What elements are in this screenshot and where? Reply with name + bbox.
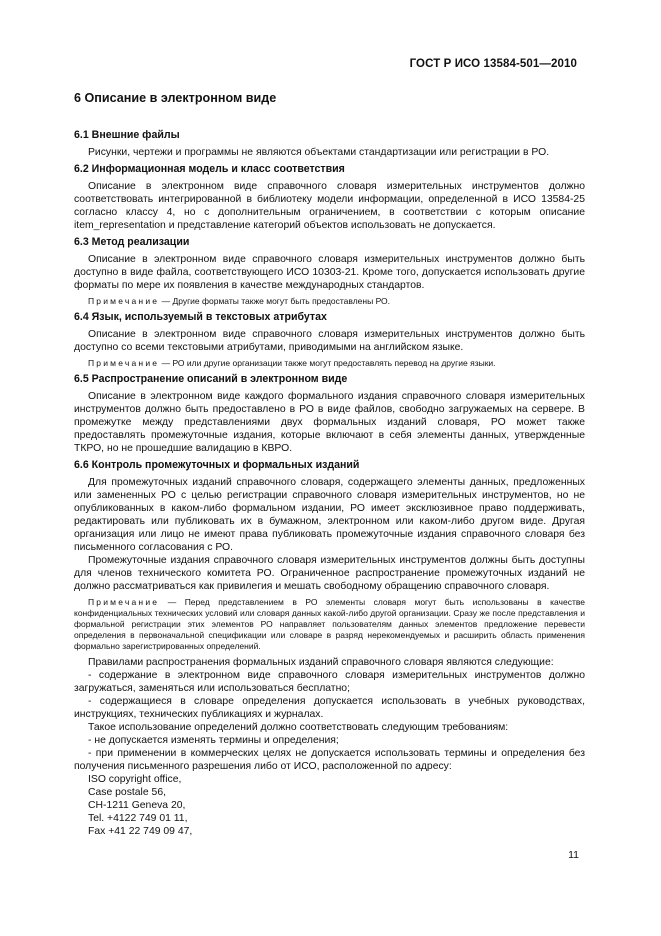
- paragraph: Описание в электронном виде справочного словаря измерительных инструментов должно быть доступно в виде файла, соответствующего ИСО 10303-21. Кроме того, допускается использовать другие форматы по мере их появления в качестве международных стандартов.: [74, 254, 585, 291]
- note: [74, 296, 585, 307]
- page-number: 11: [568, 849, 579, 861]
- note-label: Примечание: [88, 597, 160, 607]
- paragraph: Промежуточные издания справочного словаря измерительных инструментов должны быть доступны для членов технического комитета РО. Ограниченное распространение промежуточных изданий не должно рассматриваться как привилегия и мешать свободному обращению справочного словаря.: [74, 555, 585, 592]
- note-text: — РО или другие организации также могут предоставлять перевод на другие языки.: [161, 358, 496, 368]
- paragraph: Рисунки, чертежи и программы не являются объектами стандартизации или регистрации в РО.: [88, 147, 550, 158]
- paragraph: Описание в электронном виде справочного словаря измерительных инструментов должно быть доступно со всеми текстовыми атрибутами, приводимыми на английском языке.: [74, 329, 585, 353]
- subsection-title-6-1: 6.1 Внешние файлы: [74, 129, 180, 141]
- address-line: Case postale 56,: [88, 787, 166, 798]
- note: [74, 597, 585, 652]
- note-text: — Перед представлением в РО элементы словаря могут быть использованы в качестве конфиденциальных технических условий или словаря данных какой-либо другой организации. Сразу же после представления и формальной регистрации этих элементов РО направляет пользователям данных элементов предложение перевести определения в первоначальной спецификации или словаре в разряд нерекомендуемых и расширить область применения формально зарегистрированных определений.: [74, 597, 585, 651]
- paragraph: Описание в электронном виде справочного словаря измерительных инструментов должно соответствовать интегрированной в библиотеку модели информации, определенной в ИСО 13584-25 согласно классу 4, но с дополнительным ограничением, в соответствии с которым описание item_representation и представление категорий объектов использовать не допускается.: [74, 181, 585, 231]
- note-text: — Другие форматы также могут быть предоставлены РО.: [161, 296, 391, 306]
- subsection-title-6-2: 6.2 Информационная модель и класс соответствия: [74, 163, 345, 175]
- paragraph: Для промежуточных изданий справочного словаря, содержащего элементы данных, предложенных или замененных РО с целью регистрации справочного словаря измерительных инструментов, но не опубликованных в каком-либо формальном издании, РО имеет эксклюзивное право поддерживать, редактировать или публиковать их в бумажном, электронном или каком-либо другом виде. Другая организация или лицо не имеют права публиковать промежуточные издания справочного словаря без письменного согласования с РО.: [74, 477, 585, 553]
- address-line: Fax +41 22 749 09 47,: [88, 826, 193, 837]
- paragraph: Такое использование определений должно соответствовать следующим требованиям:: [88, 722, 509, 733]
- paragraph: Описание в электронном виде каждого формального издания справочного словаря измерительных инструментов должно быть предоставлено в РО в виде файлов, свободно загружаемых на сервере. В промежутке между представлениями двух формальных изданий словаря, РО может также предоставлять промежуточные издания, которые включают в себя элементы данных, утвержденные ТКРО, но не прошедшие валидацию в КВРО.: [74, 391, 585, 454]
- list-item: - содержание в электронном виде справочного словаря измерительных инструментов должно загружаться, заменяться или использоваться бесплатно;: [74, 670, 585, 694]
- note: [74, 358, 585, 369]
- address-line: ISO copyright office,: [88, 774, 182, 785]
- paragraph: Правилами распространения формальных изданий справочного словаря являются следующие:: [88, 657, 554, 668]
- list-item: - при применении в коммерческих целях не допускается использовать термины и определения без получения письменного разрешения либо от ИСО, расположенной по адресу:: [74, 748, 585, 772]
- address-line: CH-1211 Geneva 20,: [88, 800, 186, 811]
- page-content: [74, 92, 585, 838]
- address-line: Tel. +4122 749 01 11,: [88, 813, 188, 824]
- section-title: 6 Описание в электронном виде: [74, 91, 277, 105]
- note-label: Примечание: [88, 358, 160, 368]
- note-label: Примечание: [88, 296, 160, 306]
- list-item: - содержащиеся в словаре определения допускается использовать в учебных руководствах, инструкциях, технических публикациях и журналах.: [74, 696, 585, 720]
- list-item: - не допускается изменять термины и определения;: [88, 735, 339, 746]
- subsection-title-6-6: 6.6 Контроль промежуточных и формальных изданий: [74, 459, 360, 471]
- subsection-title-6-4: 6.4 Язык, используемый в текстовых атрибутах: [74, 311, 327, 323]
- subsection-title-6-3: 6.3 Метод реализации: [74, 236, 190, 248]
- standard-header: ГОСТ Р ИСО 13584-501—2010: [409, 58, 577, 70]
- subsection-title-6-5: 6.5 Распространение описаний в электронном виде: [74, 373, 348, 385]
